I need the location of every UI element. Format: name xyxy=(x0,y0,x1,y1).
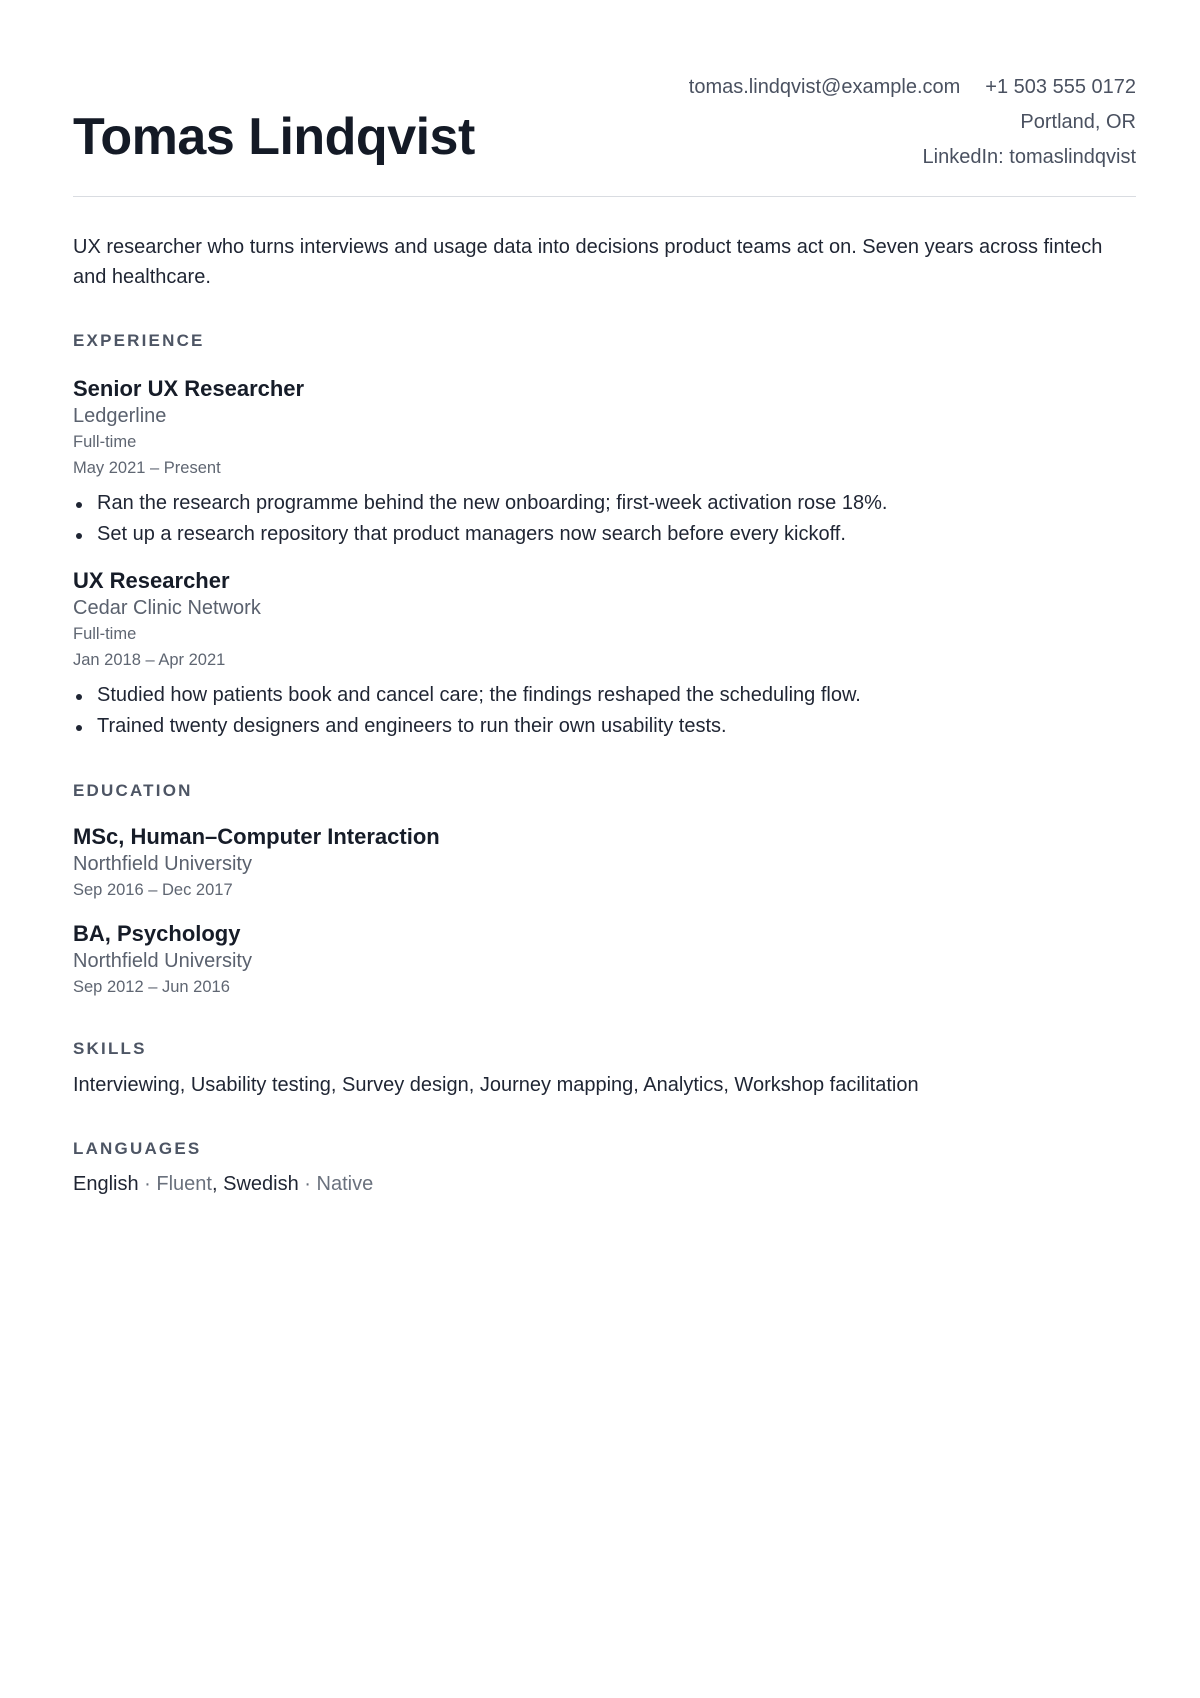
skills-section xyxy=(73,1039,1136,1100)
contact-row-linkedin xyxy=(689,140,1136,175)
job-dates: May 2021 – Present xyxy=(73,459,221,477)
language-list-comma: , xyxy=(211,1173,224,1195)
experience-heading: EXPERIENCE xyxy=(73,331,205,350)
language-level: Native xyxy=(316,1173,374,1195)
degree: BA, Psychology xyxy=(73,921,241,946)
experience-entry xyxy=(73,567,1136,742)
job-dates: Jan 2018 – Apr 2021 xyxy=(73,651,226,669)
contact-block xyxy=(689,70,1136,175)
employment-type: Full-time xyxy=(73,433,137,451)
language-separator: · xyxy=(298,1173,317,1195)
education-dates: Sep 2016 – Dec 2017 xyxy=(73,881,233,899)
degree: MSc, Human–Computer Interaction xyxy=(73,824,440,849)
job-title: Senior UX Researcher xyxy=(73,376,305,401)
contact-row-location xyxy=(689,105,1136,140)
school: Northfield University xyxy=(73,950,252,972)
languages-list xyxy=(73,1169,1136,1199)
linkedin-link[interactable]: LinkedIn: tomaslindqvist xyxy=(922,146,1136,168)
job-bullets xyxy=(73,488,1136,550)
languages-section xyxy=(73,1139,1136,1199)
phone-number[interactable]: +1 503 555 0172 xyxy=(985,76,1136,98)
school: Northfield University xyxy=(73,853,252,875)
skills-heading: SKILLS xyxy=(73,1039,147,1058)
experience-section xyxy=(73,331,1136,742)
language-separator: · xyxy=(138,1173,157,1195)
skills-list: Interviewing, Usability testing, Survey design, Journey mapping, Analytics, Workshop facilitation xyxy=(73,1074,919,1096)
employment-type: Full-time xyxy=(73,625,137,643)
job-bullets xyxy=(73,680,1136,742)
job-bullet: Trained twenty designers and engineers to run their own usability tests. xyxy=(73,711,1136,742)
language-level: Fluent xyxy=(156,1173,212,1195)
header-divider xyxy=(73,196,1136,197)
language-name: Swedish xyxy=(223,1173,299,1195)
education-entry xyxy=(73,823,1136,903)
employer: Ledgerline xyxy=(73,405,167,427)
language-name: English xyxy=(73,1173,139,1195)
email-link[interactable]: tomas.lindqvist@example.com xyxy=(688,76,961,98)
education-entry xyxy=(73,920,1136,1000)
job-title: UX Researcher xyxy=(73,568,230,593)
candidate-name: Tomas Lindqvist xyxy=(73,108,475,166)
summary-text: UX researcher who turns interviews and usage data into decisions product teams act on. Seven years across fintech and healthcare. xyxy=(73,236,1103,288)
employer: Cedar Clinic Network xyxy=(73,597,261,619)
education-section xyxy=(73,781,1136,1000)
education-heading: EDUCATION xyxy=(73,781,193,800)
languages-heading: LANGUAGES xyxy=(73,1139,202,1158)
job-bullet: Ran the research programme behind the new onboarding; first-week activation rose 18%. xyxy=(73,488,1136,519)
resume-page xyxy=(73,0,1136,1199)
job-bullet: Set up a research repository that product managers now search before every kickoff. xyxy=(73,519,1136,550)
education-dates: Sep 2012 – Jun 2016 xyxy=(73,978,230,996)
contact-row-primary xyxy=(689,70,1136,105)
experience-entry xyxy=(73,375,1136,550)
location: Portland, OR xyxy=(1020,111,1136,133)
job-bullet: Studied how patients book and cancel care; the findings reshaped the scheduling flow. xyxy=(73,680,1136,711)
resume-header xyxy=(73,0,1136,198)
